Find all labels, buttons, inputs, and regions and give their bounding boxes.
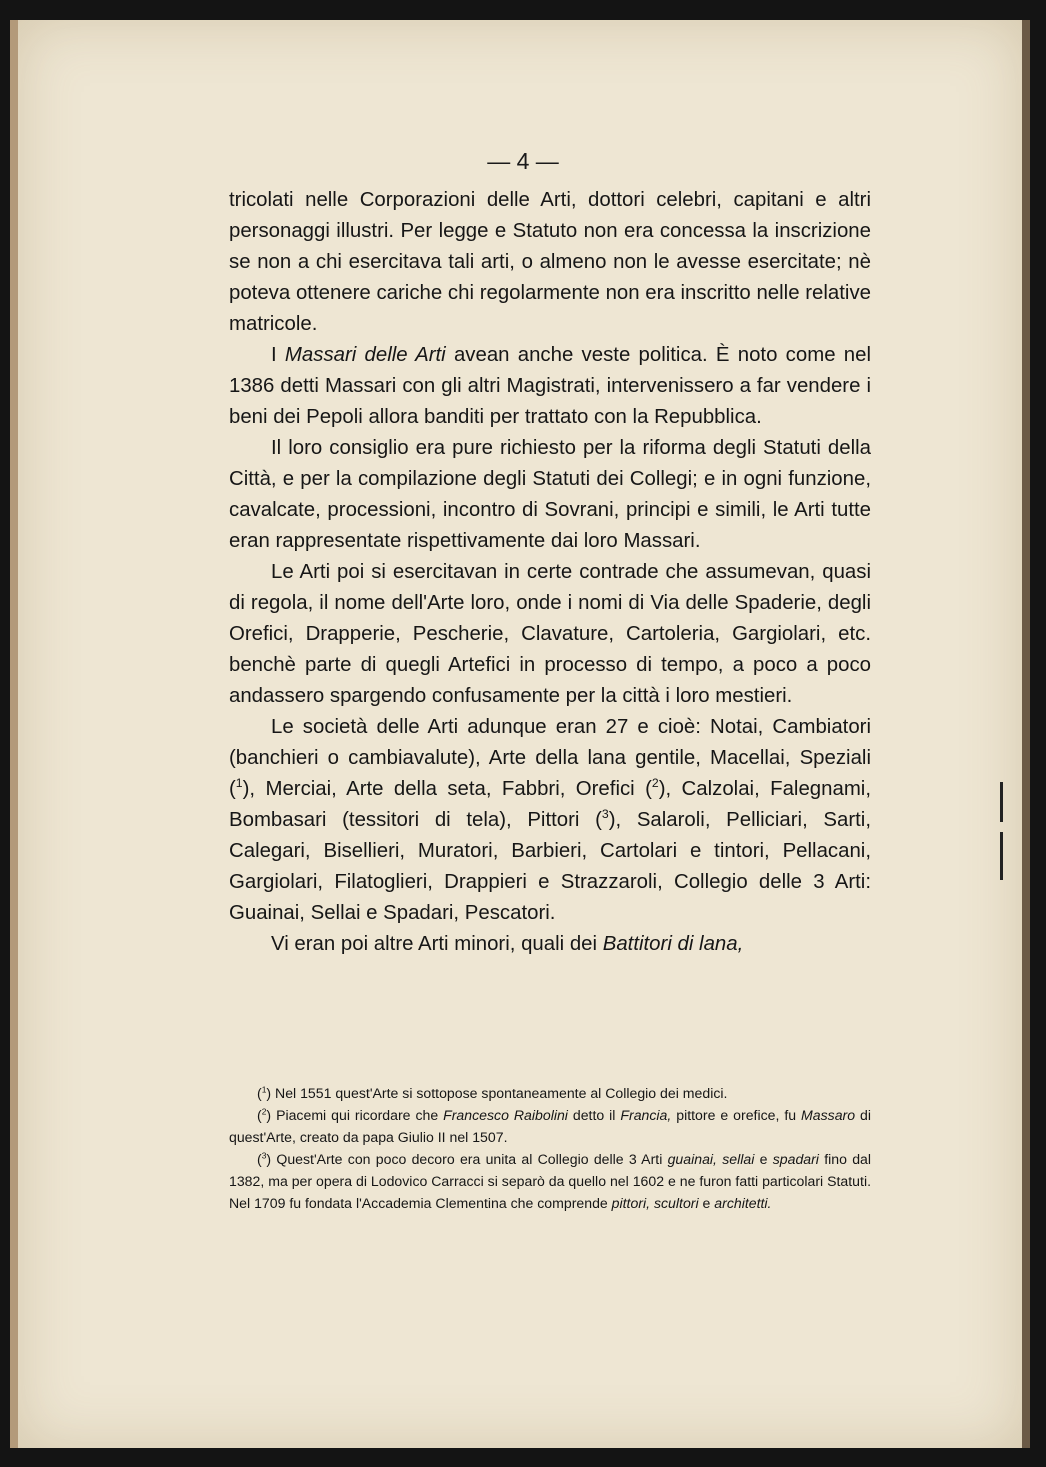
footnote-2-role: Massaro: [801, 1107, 856, 1123]
paragraph-5-b: ), Merciai, Arte della seta, Fabbri, Orefici (: [242, 778, 652, 800]
paragraph-5: [229, 712, 871, 929]
footnote-3-italic-4: architetti.: [714, 1195, 772, 1211]
paragraph-6-start: Vi eran poi altre Arti minori, quali dei: [271, 933, 603, 955]
paragraph-6: [229, 929, 871, 960]
footnote-3-text-b: e: [754, 1151, 773, 1167]
paragraph-2: [229, 340, 871, 433]
footnotes: [229, 1082, 871, 1214]
footnote-2-text-d: di quest'Arte, creato da papa Giulio II nel 1507.: [229, 1107, 872, 1145]
footnote-2-text-c: pittore e orefice, fu: [671, 1107, 802, 1123]
footnote-1-text: Nel 1551 quest'Arte si sottopose spontaneamente al Collegio dei medici.: [275, 1085, 728, 1101]
footnote-3-text-a: Quest'Arte con poco decoro era unita al Collegio delle 3 Arti: [276, 1151, 668, 1167]
footnote-3-number: 3: [261, 1150, 267, 1161]
margin-mark-bottom: [1000, 832, 1003, 880]
paragraph-4: Le Arti poi si esercitavan in certe contrade che assumevan, quasi di regola, il nome dell'Arte loro, onde i nomi di Via delle Spaderie, degli Orefici, Drapperie, Pescherie, Clavature, Cartoleria, Gargiolari, etc. benchè parte di quegli Artefici in processo di tempo, a poco a poco andassero spargendo confusamente per la città i loro mestieri.: [229, 561, 871, 707]
footnote-2-number: 2: [261, 1106, 267, 1117]
paragraph-2-start: I: [271, 344, 285, 366]
footnote-2-text-b: detto il: [567, 1107, 621, 1123]
footnote-ref-3: 3: [601, 807, 609, 822]
paragraph-5-a: Le società delle Arti adunque eran 27 e cioè: Notai, Cambiatori (banchieri o cambiavalute), Arte della lana gentile, Macellai, Speziali (: [229, 716, 871, 800]
page-edge-right: [1022, 20, 1030, 1448]
page-edge-left: [10, 20, 18, 1448]
battitori-italic: Battitori di lana,: [602, 933, 744, 955]
footnote-1-number: 1: [261, 1084, 267, 1095]
footnote-2: ($^2$) Piacemi qui ricordare che Francesco Raibolini detto il Francia, pittore e orefice, fu Massaro di quest'Arte, creato da papa Giulio II nel 1507.: [229, 1106, 872, 1145]
footnote-3: ($^3$) Quest'Arte con poco decoro era unita al Collegio delle 3 Arti guainai, sellai e spadari fino dal 1382, ma per opera di Lodovico Carracci si separò da quello nel 1602 e ne furon fatti particolari Statuti. Nel 1709 fu fondata l'Accademia Clementina che comprende pittori, scultori e architetti.: [229, 1150, 872, 1211]
footnote-ref-2: 2: [651, 776, 659, 791]
paragraph-5-c: ), Calzolai, Falegnami, Bombasari (tessitori di tela), Pittori (: [229, 778, 871, 831]
footnote-3-text-c: fino dal 1382, ma per opera di Lodovico Carracci si separò da quello nel 1602 e ne furon fatti particolari Statuti. Nel 1709 fu fondata l'Accademia Clementina che comprende: [229, 1151, 872, 1211]
page-number: — 4 —: [487, 148, 559, 174]
body-text: [229, 185, 871, 960]
paragraph-2-rest: avean anche veste politica. È noto come nel 1386 detti Massari con gli altri Magistrati, intervenissero a far vendere i beni dei Pepoli allora banditi per trattato con la Repubblica.: [229, 344, 871, 428]
paragraph-5-d: ), Salaroli, Pelliciari, Sarti, Calegari, Bisellieri, Muratori, Barbieri, Cartolari e tintori, Pellacani, Gargiolari, Filatoglieri, Drappieri e Strazzaroli, Collegio delle 3 Arti: Guainai, Sellai e Spadari, Pescatori.: [229, 809, 871, 924]
footnote-ref-1: 1: [235, 776, 243, 791]
footnote-3-italic-1: guainai, sellai: [667, 1151, 755, 1167]
footnote-1: ($^1$) Nel 1551 quest'Arte si sottopose spontaneamente al Collegio dei medici.: [257, 1084, 728, 1101]
paragraph-1: tricolati nelle Corporazioni delle Arti, dottori celebri, capitani e altri personaggi illustri. Per legge e Statuto non era concessa la inscrizione se non a chi esercitava tali arti, o almeno non le avesse esercitate; nè poteva ottenere cariche chi regolarmente non era inscritto nelle relative matricole.: [229, 189, 871, 335]
margin-mark-top: [1000, 782, 1003, 822]
footnote-2-nick: Francia,: [620, 1107, 672, 1123]
footnote-2-text-a: Piacemi qui ricordare che: [276, 1107, 444, 1123]
paragraph-3: Il loro consiglio era pure richiesto per la riforma degli Statuti della Città, e per la compilazione degli Statuti dei Collegi; e in ogni funzione, cavalcate, processioni, incontro di Sovrani, principi e simili, le Arti tutte eran rappresentate rispettivamente dai loro Massari.: [229, 437, 871, 552]
massari-italic: Massari delle Arti: [284, 344, 446, 366]
footnote-3-italic-3: pittori, scultori: [611, 1195, 699, 1211]
footnote-2-name: Francesco Raibolini: [443, 1107, 568, 1123]
footnote-3-italic-2: spadari: [772, 1151, 819, 1167]
footnote-3-text-d: e: [698, 1195, 715, 1211]
